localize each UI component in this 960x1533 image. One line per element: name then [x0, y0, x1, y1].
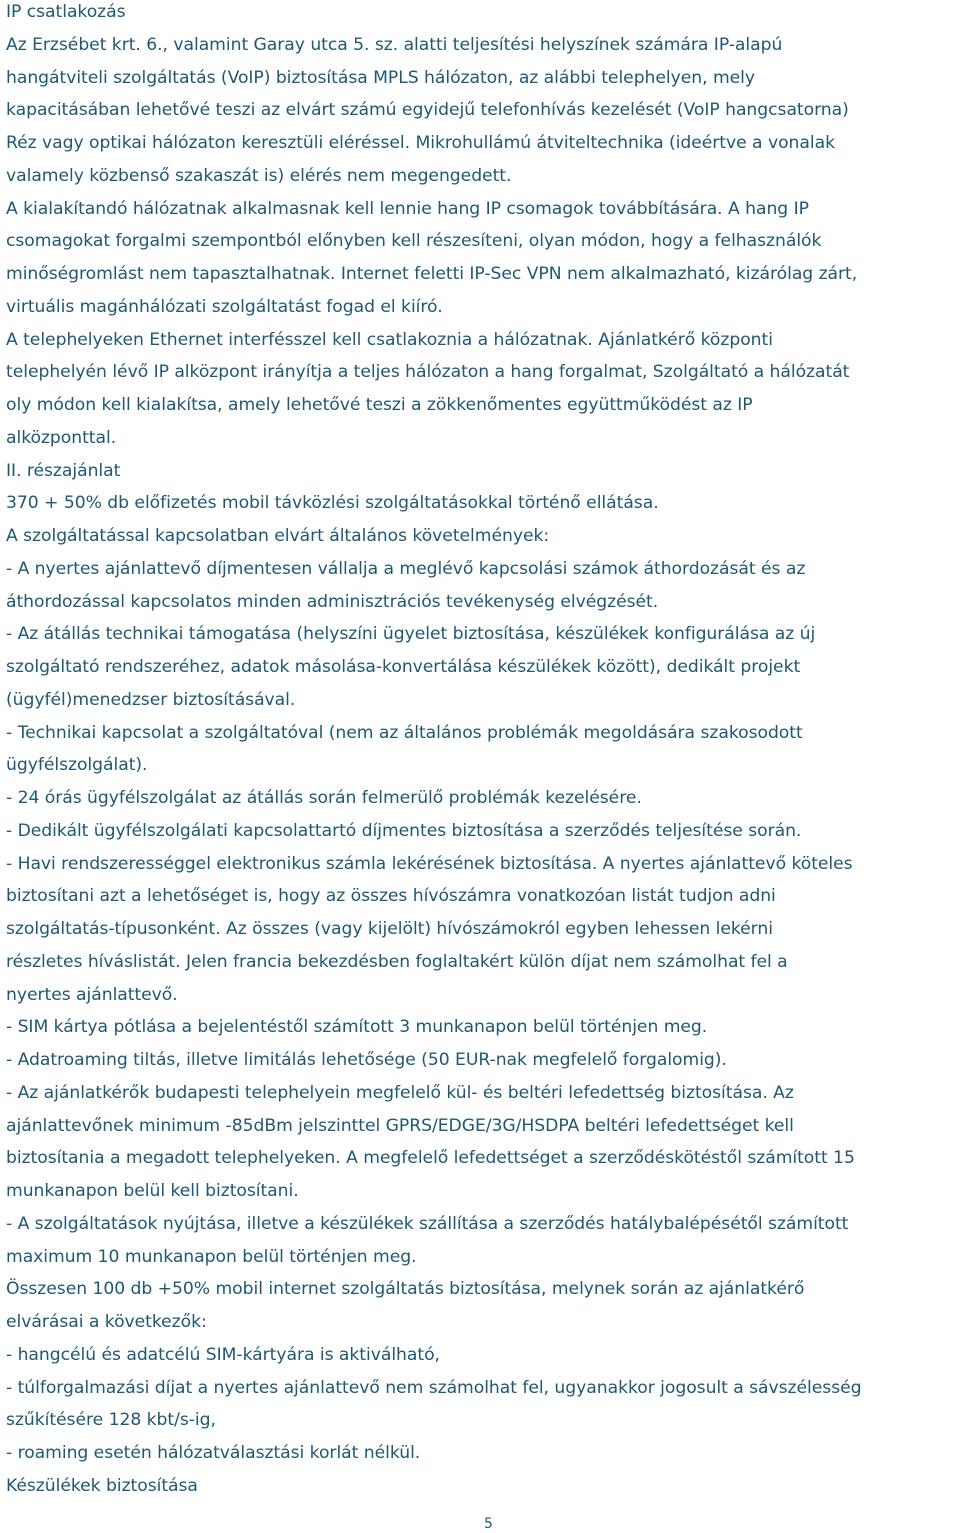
- text-line: oly módon kell kialakítsa, amely lehetővé teszi a zökkenőmentes együttműködést az IP: [6, 395, 753, 415]
- text-line: Réz vagy optikai hálózaton keresztüli eléréssel. Mikrohullámú átviteltechnika (ideértve a vonalak: [6, 133, 835, 153]
- text-line: - Az ajánlatkérők budapesti telephelyein megfelelő kül- és beltéri lefedettség biztosítása. Az: [6, 1082, 794, 1103]
- text-line: hangátviteli szolgáltatás (VoIP) biztosítása MPLS hálózaton, az alábbi telephelyen, mely: [6, 67, 756, 88]
- text-line: - A szolgáltatások nyújtása, illetve a készülékek szállítása a szerződés hatálybalépésétől számított: [6, 1213, 849, 1234]
- text-line: - 24 órás ügyfélszolgálat az átállás során felmerülő problémák kezelésére.: [6, 788, 642, 808]
- text-line: ügyfélszolgálat).: [6, 755, 148, 776]
- text-line: ajánlattevőnek minimum -85dBm jelszinttel GPRS/EDGE/3G/HSDPA beltéri lefedettséget kell: [6, 1115, 794, 1136]
- text-line: szolgáltatás-típusonként. Az összes (vagy kijelölt) hívószámokról egyben lehessen lekérni: [6, 919, 773, 939]
- text-line: elvárásai a következők:: [6, 1312, 207, 1332]
- text-line: - A nyertes ajánlattevő díjmentesen vállalja a meglévő kapcsolási számok áthordozását és az: [6, 558, 806, 579]
- text-line: A kialakítandó hálózatnak alkalmasnak kell lennie hang IP csomagok továbbítására. A hang IP: [6, 198, 809, 219]
- text-line: minőségromlást nem tapasztalhatnak. Internet feletti IP-Sec VPN nem alkalmazható, kizárólag zárt,: [6, 264, 858, 284]
- text-line: Összesen 100 db +50% mobil internet szolgáltatás biztosítása, melynek során az ajánlatkérő: [6, 1279, 805, 1300]
- text-line: 370 + 50% db előfizetés mobil távközlési szolgáltatásokkal történő ellátása.: [6, 493, 659, 514]
- text-line: - Havi rendszerességgel elektronikus számla lekérésének biztosítása. A nyertes ajánlattevő köteles: [6, 853, 853, 874]
- text-line: - Dedikált ügyfélszolgálati kapcsolattartó díjmentes biztosítása a szerződés teljesítése során.: [6, 820, 802, 841]
- text-line: maximum 10 munkanapon belül történjen meg.: [6, 1246, 417, 1267]
- text-line: - Az átállás technikai támogatása (helyszíni ügyelet biztosítása, készülékek konfigurálása az új: [6, 624, 816, 645]
- text-line: virtuális magánhálózati szolgáltatást fogad el kiíró.: [6, 296, 443, 317]
- text-line: szolgáltató rendszeréhez, adatok másolása-konvertálása készülékek között), dedikált projekt: [6, 657, 801, 677]
- text-line: valamely közbenső szakaszát is) elérés nem megengedett.: [6, 165, 512, 186]
- text-line: részletes híváslistát. Jelen francia bekezdésben foglaltakért külön díjat nem számolhat fel a: [6, 951, 788, 972]
- page-number: 5: [484, 1516, 493, 1532]
- text-line: Készülékek biztosítása: [6, 1475, 198, 1496]
- text-line: A telephelyeken Ethernet interfésszel kell csatlakoznia a hálózatnak. Ajánlatkérő központi: [6, 329, 773, 350]
- text-line: - hangcélú és adatcélú SIM-kártyára is aktiválható,: [6, 1344, 440, 1365]
- text-line: A szolgáltatással kapcsolatban elvárt általános követelmények:: [6, 526, 550, 546]
- text-line: alközponttal.: [6, 427, 117, 448]
- text-line: biztosítani azt a lehetőséget is, hogy az összes hívószámra vonatkozóan listát tudjon adni: [6, 886, 776, 907]
- text-line: biztosítania a megadott telephelyeken. A megfelelő lefedettséget a szerződéskötéstől számított 15: [6, 1148, 855, 1169]
- text-line: II. részajánlat: [6, 460, 121, 481]
- text-line: (ügyfél)menedzser biztosításával.: [6, 689, 296, 710]
- text-line: telephelyén lévő IP alközpont irányítja a teljes hálózaton a hang forgalmat, Szolgáltató a hálózatát: [6, 362, 850, 383]
- text-line: Az Erzsébet krt. 6., valamint Garay utca 5. sz. alatti teljesítési helyszínek számára IP-alapú: [6, 34, 783, 55]
- text-line: - Adatroaming tiltás, illetve limitálás lehetősége (50 EUR-nak megfelelő forgalomig).: [6, 1050, 727, 1070]
- text-line: nyertes ajánlattevő.: [6, 984, 178, 1005]
- text-line: kapacitásában lehetővé teszi az elvárt számú egyidejű telefonhívás kezelését (VoIP hangcsatorna): [6, 100, 849, 121]
- text-line: munkanapon belül kell biztosítani.: [6, 1181, 299, 1201]
- text-line: csomagokat forgalmi szempontból előnyben kell részesíteni, olyan módon, hogy a felhasználók: [6, 231, 822, 252]
- text-line: - túlforgalmazási díjat a nyertes ajánlattevő nem számolhat fel, ugyanakkor jogosult a sávszélesség: [6, 1377, 862, 1398]
- text-line: IP csatlakozás: [6, 2, 126, 22]
- text-line: szűkítésére 128 kbt/s-ig,: [6, 1410, 216, 1431]
- text-line: - Technikai kapcsolat a szolgáltatóval (nem az általános problémák megoldására szakosodott: [6, 722, 803, 743]
- text-line: - SIM kártya pótlása a bejelentéstől számított 3 munkanapon belül történjen meg.: [6, 1017, 708, 1038]
- text-line: - roaming esetén hálózatválasztási korlát nélkül.: [6, 1443, 421, 1463]
- text-line: áthordozással kapcsolatos minden adminisztrációs tevékenység elvégzését.: [6, 591, 659, 612]
